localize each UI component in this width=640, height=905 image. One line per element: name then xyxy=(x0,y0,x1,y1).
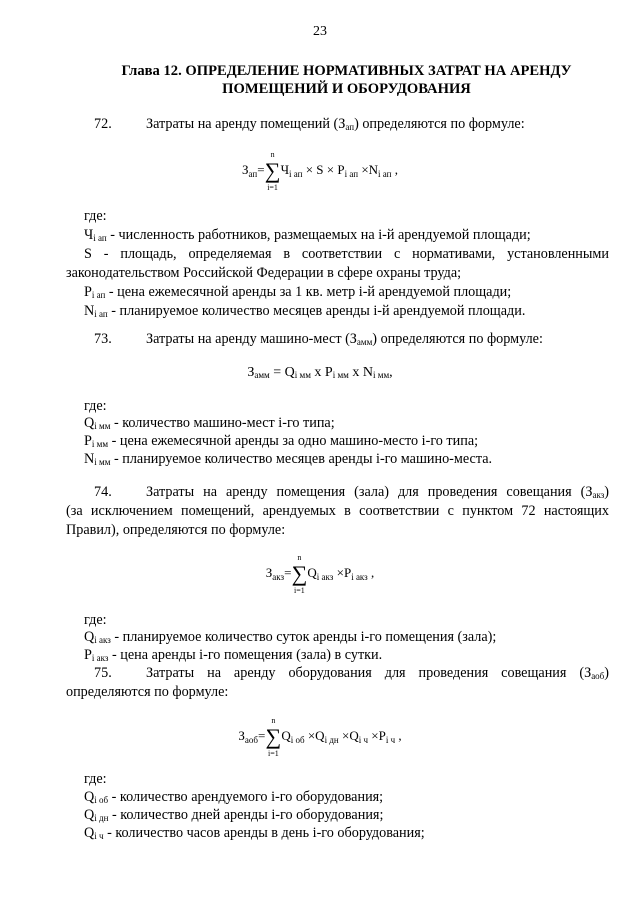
paragraph-73-intro: 73. Затраты на аренду машино-мест $(З_{амм})$ определяются по формуле: xyxy=(84,330,609,350)
formula-75: $З_{аоб}=$ n ∑ i=1 $Q_{i об} \times Q_{i дн} \times Q_{i ч} \times P_{i ч}$ , xyxy=(238,716,402,759)
paragraph-74-line-1: 74. Затраты на аренду помещения (зала) для проведения совещания $(З_{акз})$ xyxy=(84,483,609,503)
sum-sign: n ∑ i=1 xyxy=(264,150,281,193)
paragraph-number: 75. xyxy=(94,665,112,681)
page-number: 23 xyxy=(313,24,327,39)
formula-73: $З_{амм} = Q_{i мм}$ x $P_{i мм}$ x $N_{i мм}$, xyxy=(247,365,393,380)
sum-sign: n ∑ i=1 xyxy=(265,716,282,759)
paragraph-number: 73. xyxy=(94,331,112,347)
definition-line: $N_{i мм}$ - планируемое количество месяцев аренды i-го машино-места. xyxy=(84,451,493,467)
definition-line: $N_{i ап}$ - планируемое количество месяцев аренды i-й арендуемой площади. xyxy=(84,303,526,319)
definition-line: $Q_{i акз}$ - планируемое количество суток аренды i-го помещения (зала); xyxy=(84,629,497,645)
paragraph-74-line-2: (за исключением помещений, арендуемых в соответствии с пунктом 72 настоящих xyxy=(66,503,609,519)
where-label: где: xyxy=(84,612,107,628)
definition-line: $P_{i мм}$ - цена ежемесячной аренды за одно машино-место i-го типа; xyxy=(84,433,479,449)
where-label: где: xyxy=(84,208,107,224)
chapter-title-line-2: ПОМЕЩЕНИЙ И ОБОРУДОВАНИЯ xyxy=(222,81,471,97)
chapter-title-line-1: Глава 12. ОПРЕДЕЛЕНИЕ НОРМАТИВНЫХ ЗАТРАТ НА АРЕНДУ xyxy=(121,63,572,79)
chapter-title xyxy=(84,62,609,98)
definition-line: $Q_{i об}$ - количество арендуемого i-го оборудования; xyxy=(84,789,384,805)
paragraph-75-line-2: определяются по формуле: xyxy=(66,684,229,700)
definition-line: S - площадь, определяемая в соответствии с нормативами, установленными xyxy=(84,246,609,262)
paragraph-75-line-1: 75. Затраты на аренду оборудования для проведения совещания $(З_{аоб})$ xyxy=(84,664,609,684)
where-label: где: xyxy=(84,771,107,787)
definition-line: $Q_{i мм}$ - количество машино-мест i-го типа; xyxy=(84,415,335,431)
definition-line: $P_{i акз}$ - цена аренды i-го помещения (зала) в сутки. xyxy=(84,647,383,663)
definition-line: $Q_{i ч}$ - количество часов аренды в день i-го оборудования; xyxy=(84,825,425,841)
formula-74: $З_{акз}=$ n ∑ i=1 $Q_{i акз} \times P_{i акз}$ , xyxy=(265,553,375,596)
paragraph-number: 72. xyxy=(94,116,112,132)
sum-sign: n ∑ i=1 xyxy=(291,553,308,596)
paragraph-74-line-3: Правил), определяются по формуле: xyxy=(66,522,286,538)
definition-line: законодательством Российской Федерации в сфере охраны труда; xyxy=(66,265,462,281)
definition-line: $Q_{i дн}$ - количество дней аренды i-го оборудования; xyxy=(84,807,384,823)
paragraph-72-intro: 72. Затраты на аренду помещений $(З_{ап})$ определяются по формуле: xyxy=(84,115,609,135)
formula-72: $З_{ап}=$ n ∑ i=1 $Ч_{i ап} \times S \times P_{i ап} \times N_{i ап}$ , xyxy=(242,150,398,193)
where-label: где: xyxy=(84,398,107,414)
definition-line: $Ч_{i ап}$ - численность работников, размещаемых на i-й арендуемой площади; xyxy=(84,227,531,243)
paragraph-number: 74. xyxy=(94,484,112,500)
definition-line: $P_{i ап}$ - цена ежемесячной аренды за 1 кв. метр i-й арендуемой площади; xyxy=(84,284,512,300)
